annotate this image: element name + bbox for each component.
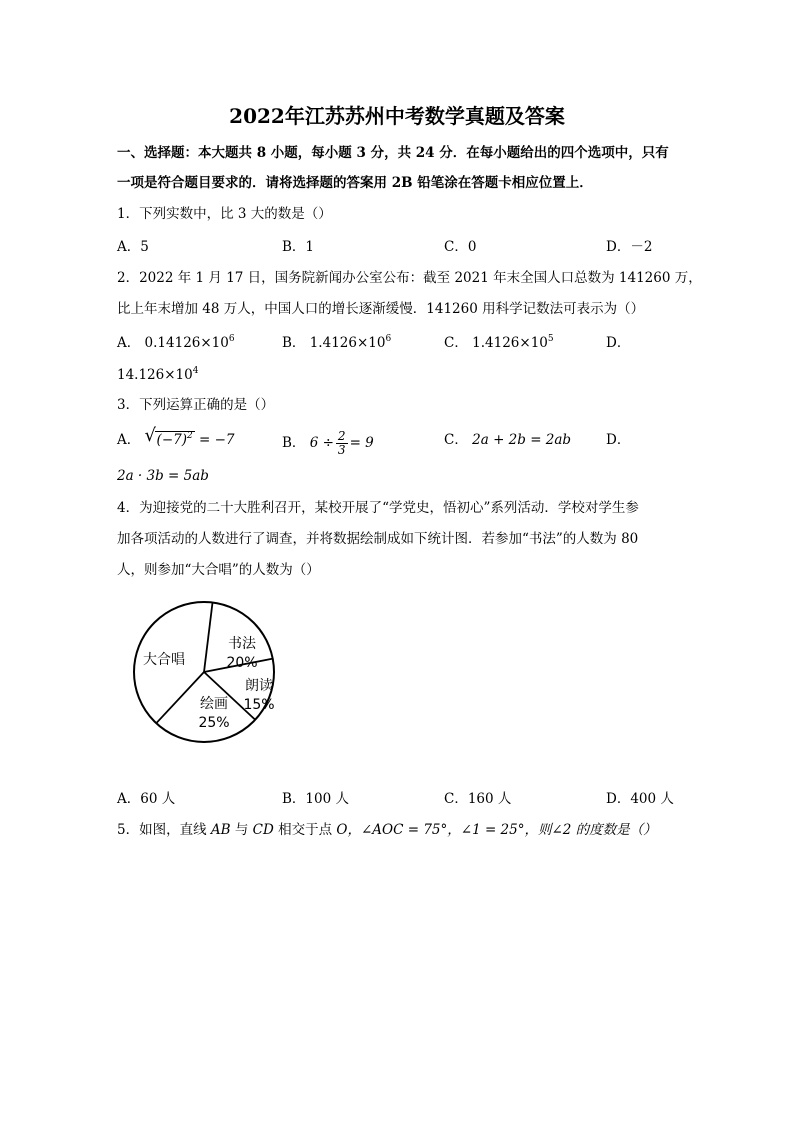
- pie-chart: [126, 600, 286, 745]
- q2-option-b: B． $1.4126\times 10^6$: [282, 334, 392, 351]
- q4-stem-line1: 4．为迎接党的二十大胜利召开，某校开展了“学党史，悟初心”系列活动．学校对学生参: [117, 500, 639, 516]
- section-instructions-line2: 一项是符合题目要求的．请将选择题的答案用 2B 铅笔涂在答题卡相应位置上．: [117, 175, 593, 191]
- q1-option-b: B．1: [282, 239, 315, 255]
- page-title: 2022年江苏苏州中考数学真题及答案: [229, 104, 565, 128]
- q4-option-b: B．100 人: [282, 791, 349, 807]
- section-instructions-line1: 一、选择题：本大题共 8 小题，每小题 3 分，共 24 分．在每小题给出的四个选项中，只有: [117, 145, 669, 161]
- q3-option-c: C． 2a + 2b = 2ab: [444, 432, 572, 448]
- q1-stem: 1．下列实数中，比 3 大的数是（）: [117, 206, 332, 222]
- q4-option-c: C．160 人: [444, 791, 512, 807]
- q2-stem-line2: 比上年末增加 48 万人，中国人口的增长逐渐缓慢．141260 用科学记数法可表示为（）: [117, 301, 645, 317]
- pie-slice-label: 朗读: [245, 678, 273, 694]
- q4-stem-line3: 人，则参加“大合唱”的人数为（）: [117, 562, 320, 578]
- pie-slice-label: 大合唱: [143, 652, 185, 668]
- q3-stem: 3．下列运算正确的是（）: [117, 397, 275, 413]
- pie-slice-percent: 25%: [198, 715, 230, 731]
- fraction: $\frac{2}{3}$: [337, 429, 346, 457]
- q2-option-d: $14.126\times 10^4$: [117, 366, 199, 383]
- q2-option-a: A． $0.14126\times 10^6$: [117, 334, 235, 351]
- q3-option-d: 2a · 3b = 5ab: [117, 468, 209, 484]
- pie-slice-percent: 15%: [243, 697, 275, 713]
- q1-option-c: C．0: [444, 239, 477, 255]
- pie-slice-label: 绘画: [200, 696, 228, 712]
- q1-option-a: A．5: [117, 239, 149, 255]
- q2-option-c: C． $1.4126\times 10^5$: [444, 334, 554, 351]
- q4-option-d: D．400 人: [606, 791, 674, 807]
- q4-option-a: A．60 人: [117, 791, 176, 807]
- pie-slice-percent: 20%: [226, 655, 258, 671]
- sqrt-expression: √ $(-7)^2$: [144, 425, 193, 448]
- q2-stem-line1: 2．2022 年 1 月 17 日，国务院新闻办公室公布：截至 2021 年末全国人口总数为 141260 万，: [117, 270, 702, 286]
- q5-stem: 5．如图，直线 AB 与 CD 相交于点 O，∠AOC = 75°，∠1 = 25°，则∠2 的度数是（）: [117, 822, 657, 838]
- q1-option-d: D．－2: [606, 239, 653, 255]
- q3-option-a: A． √ $(-7)^2 = -7$: [117, 425, 235, 448]
- q4-stem-line2: 加各项活动的人数进行了调查，并将数据绘制成如下统计图．若参加“书法”的人数为 80: [117, 531, 639, 547]
- q2-option-d-label: D．: [606, 335, 631, 351]
- q3-option-d-label: D．: [606, 432, 631, 448]
- pie-slice-label: 书法: [228, 636, 256, 652]
- q3-option-b: B． 6 ÷ $\frac{2}{3}$ = 9: [282, 429, 374, 457]
